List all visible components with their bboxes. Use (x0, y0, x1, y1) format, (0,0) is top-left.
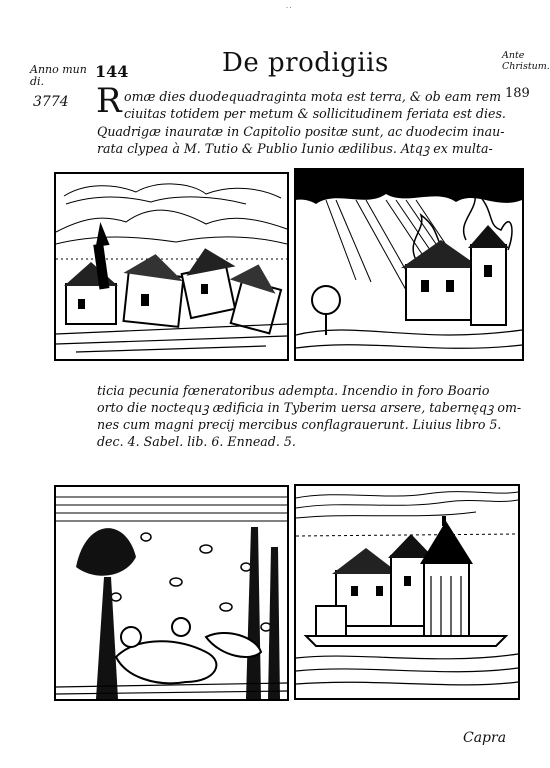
woodcut-earthquake (54, 172, 289, 361)
top-mark: ·· (286, 4, 293, 12)
year-am: 3774 (33, 94, 69, 110)
anno-mundi-label: Anno mun di. (30, 63, 87, 88)
text-line: ciuitas totidem per metum & sollicitudinem feriata est dies. (124, 106, 506, 121)
text-line: nes cum magni precij mercibus conflagrauerunt. Liuius libro 5. (97, 417, 502, 432)
text-line: ticia pecunia fœneratoribus adempta. Incendio in foro Boario (97, 383, 490, 398)
text-line: orto die noctequꝫ ædificia in Tyberim uersa arsere, tabernęqꝫ om- (97, 400, 522, 415)
woodcut-fire (294, 168, 524, 361)
text-line: dec. 4. Sabel. lib. 6. Ennead. 5. (97, 434, 296, 449)
page-number: 144 (95, 62, 129, 81)
catchword: Capra (463, 730, 507, 746)
text-line: Quadrigæ inauratæ in Capitolio positæ sunt, ac duodecim inau- (97, 124, 505, 139)
year-bc: 189 (505, 86, 530, 101)
woodcut-castle (294, 484, 520, 700)
woodcut-stone-rain (54, 485, 289, 701)
text-line: rata clypea à M. Tutio & Publio Iunio ædilibus. Atqꝫ ex multa- (97, 141, 493, 156)
drop-cap: R (96, 81, 122, 121)
text-line: omæ dies duodequadraginta mota est terra, & ob eam rem (124, 89, 502, 104)
page-title: De prodigiis (222, 48, 389, 78)
ante-christum-label: Ante Christum. (502, 50, 550, 72)
